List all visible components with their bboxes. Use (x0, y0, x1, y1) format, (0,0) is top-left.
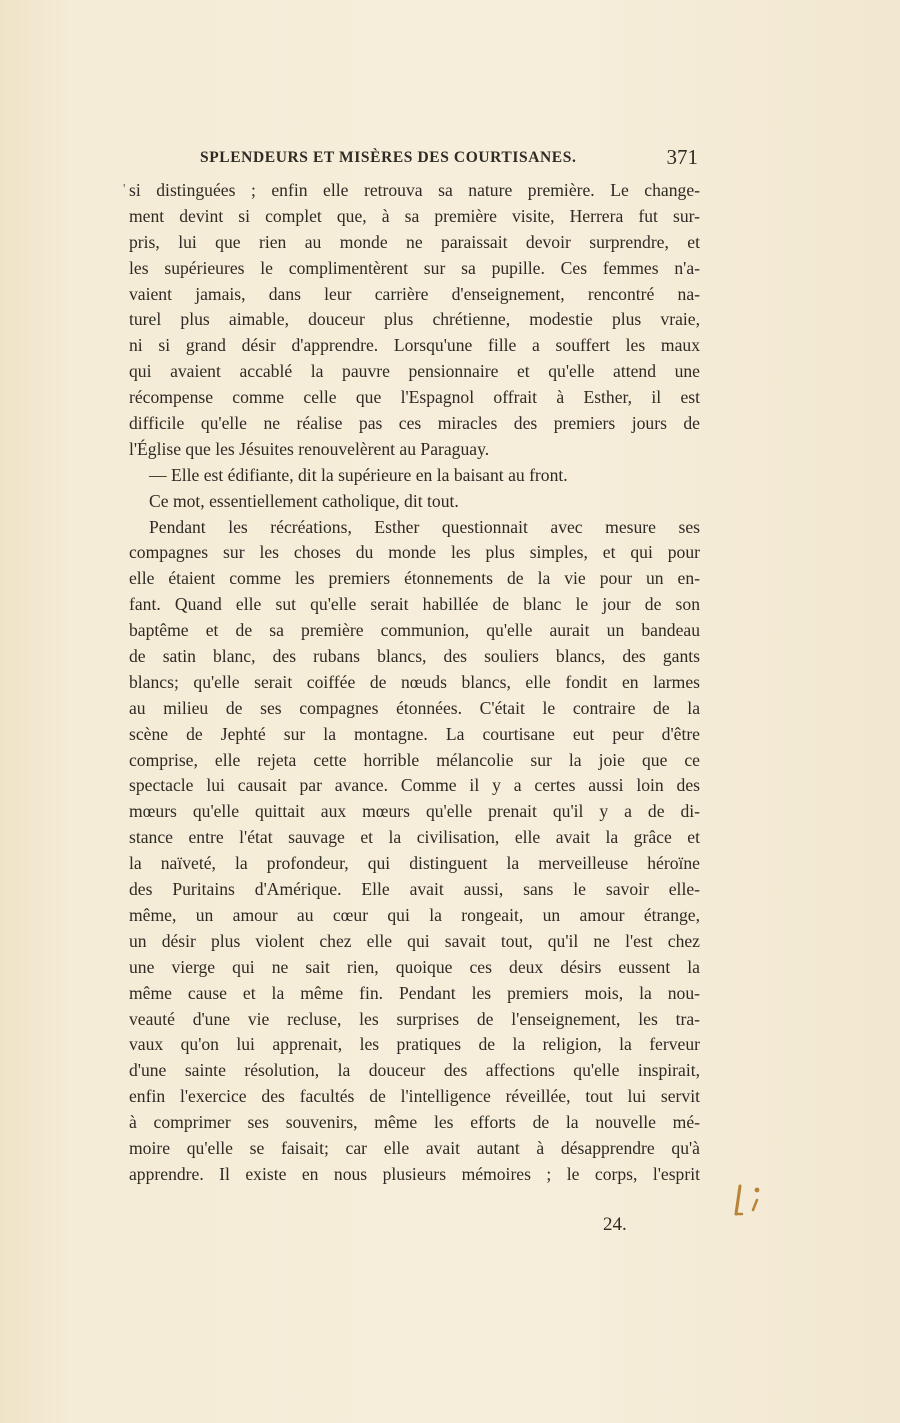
page-number: 371 (666, 145, 698, 169)
text-line: spectacle lui causait par avance. Comme il y a certes aussi loin des (129, 775, 700, 796)
text-line: récompense comme celle que l'Espagnol offrait à Esther, il est (129, 387, 700, 408)
stray-mark: ' (123, 182, 126, 197)
text-line: moire qu'elle se faisait; car elle avait autant à désapprendre qu'à (129, 1137, 700, 1158)
text-line: l'Église que les Jésuites renouvelèrent au Paraguay. (129, 438, 490, 459)
text-line: Ce mot, essentiellement catholique, dit tout. (149, 490, 459, 511)
text-line: turel plus aimable, douceur plus chrétienne, modestie plus vraie, (129, 309, 700, 330)
text-line: mœurs qu'elle quittait aux mœurs qu'elle prenait qu'il y a de di- (129, 801, 700, 822)
running-head: SPLENDEURS ET MISÈRES DES COURTISANES. (200, 149, 577, 166)
text-line: ment devint si complet que, à sa première visite, Herrera fut sur- (129, 205, 700, 226)
body-text (129, 178, 700, 1188)
text-line: si distinguées ; enfin elle retrouva sa nature première. Le change- (129, 180, 700, 200)
text-line: elle étaient comme les premiers étonnements de la vie pour un en- (129, 568, 700, 589)
text-line: vaux qu'on lui apprenait, les pratiques de la religion, la ferveur (129, 1034, 700, 1055)
text-line: pris, lui que rien au monde ne paraissait devoir surprendre, et (129, 231, 700, 252)
text-line: — Elle est édifiante, dit la supérieure en la baisant au front. (149, 464, 568, 485)
text-line: au milieu de ses compagnes étonnées. C'était le contraire de la (129, 697, 700, 718)
text-line: les supérieures le complimentèrent sur sa pupille. Ces femmes n'a- (129, 257, 700, 278)
text-line: enfin l'exercice des facultés de l'intelligence réveillée, tout lui servit (129, 1086, 700, 1107)
text-line: qui avaient accablé la pauvre pensionnaire et qu'elle attend une (129, 361, 700, 382)
signature-mark: 24. (603, 1214, 627, 1235)
text-line: des Puritains d'Amérique. Elle avait aussi, sans le savoir elle- (129, 879, 700, 900)
text-line: à comprimer ses souvenirs, même les efforts de la nouvelle mé- (129, 1112, 700, 1133)
text-line: difficile qu'elle ne réalise pas ces miracles des premiers jours de (129, 413, 700, 434)
text-line: baptême et de sa première communion, qu'elle aurait un bandeau (129, 620, 700, 641)
text-line: blancs; qu'elle serait coiffée de nœuds blancs, elle fondit en larmes (129, 671, 700, 692)
text-line: même cause et la même fin. Pendant les premiers mois, la nou- (129, 982, 700, 1003)
text-line: ni si grand désir d'apprendre. Lorsqu'une fille a souffert les maux (129, 335, 700, 356)
text-line: de satin blanc, des rubans blancs, des souliers blancs, des gants (129, 646, 700, 667)
margin-annotation-icon (730, 1180, 770, 1220)
text-line: stance entre l'état sauvage et la civilisation, elle avait la grâce et (129, 827, 700, 848)
text-line: une vierge qui ne sait rien, quoique ces deux désirs eussent la (129, 956, 700, 977)
text-line: même, un amour au cœur qui la rongeait, un amour étrange, (129, 904, 700, 925)
text-line: compagnes sur les choses du monde les plus simples, et qui pour (129, 542, 700, 563)
text-line: scène de Jephté sur la montagne. La courtisane eut peur d'être (129, 723, 700, 744)
text-line: Pendant les récréations, Esther questionnait avec mesure ses (149, 516, 700, 537)
text-line: un désir plus violent chez elle qui savait tout, qu'il ne l'est chez (129, 930, 700, 951)
text-line: d'une sainte résolution, la douceur des affections qu'elle inspirait, (129, 1060, 700, 1081)
text-line: apprendre. Il existe en nous plusieurs mémoires ; le corps, l'esprit (129, 1163, 700, 1184)
page-header (200, 145, 700, 175)
text-line: la naïveté, la profondeur, qui distinguent la merveilleuse héroïne (129, 853, 700, 874)
text-line: veauté d'une vie recluse, les surprises de l'enseignement, les tra- (129, 1008, 700, 1029)
text-line: comprise, elle rejeta cette horrible mélancolie sur la joie que ce (129, 749, 700, 770)
text-line: vaient jamais, dans leur carrière d'enseignement, rencontré na- (129, 283, 700, 304)
text-line: fant. Quand elle sut qu'elle serait habillée de blanc le jour de son (129, 594, 700, 615)
